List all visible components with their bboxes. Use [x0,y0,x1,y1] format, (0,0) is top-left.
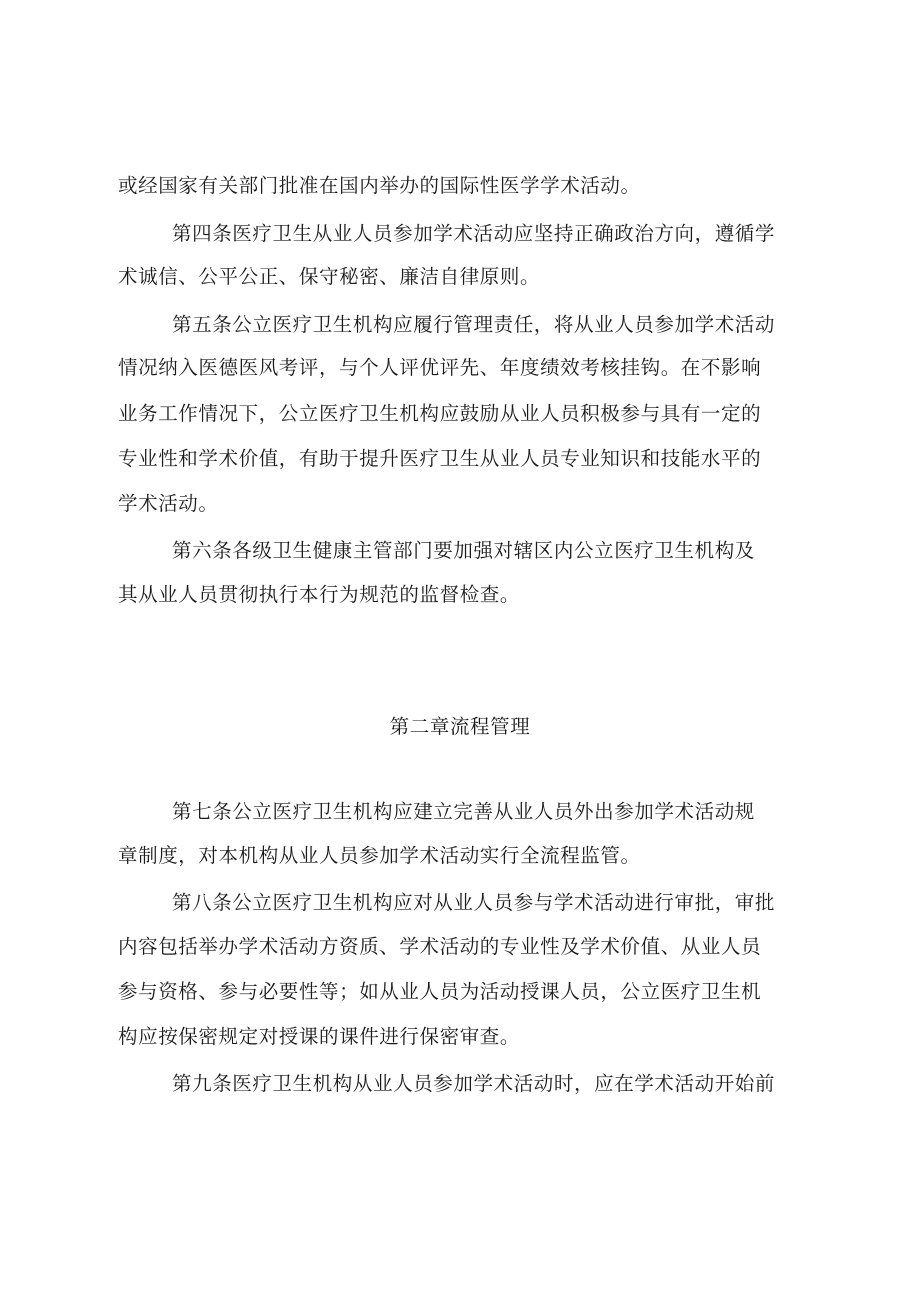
paragraph-line: 第七条公立医疗卫生机构应建立完善从业人员外出参加学术活动规 [172,800,755,823]
paragraph-line: 参与资格、参与必要性等；如从业人员为活动授课人员，公立医疗卫生机 [118,980,762,1003]
paragraph-line: 情况纳入医德医风考评，与个人评优评先、年度绩效考核挂钩。在不影响 [118,356,762,379]
paragraph-line: 其从业人员贯彻执行本行为规范的监督检查。 [118,583,521,606]
paragraph-line: 第四条医疗卫生从业人员参加学术活动应坚持正确政治方向，遵循学 [172,222,776,245]
paragraph-line: 第五条公立医疗卫生机构应履行管理责任，将从业人员参加学术活动 [172,313,776,336]
paragraph-line: 业务工作情况下，公立医疗卫生机构应鼓励从业人员积极参与具有一定的 [118,402,762,425]
paragraph-line: 专业性和学术价值，有助于提升医疗卫生从业人员专业知识和技能水平的 [118,447,762,470]
paragraph-line: 或经国家有关部门批准在国内举办的国际性医学学术活动。 [118,174,641,197]
paragraph-line: 章制度，对本机构从业人员参加学术活动实行全流程监管。 [118,844,641,867]
paragraph-line: 构应按保密规定对授课的课件进行保密审查。 [118,1025,521,1048]
paragraph-line: 第九条医疗卫生机构从业人员参加学术活动时，应在学术活动开始前 [172,1072,776,1095]
paragraph-line: 内容包括举办学术活动方资质、学术活动的专业性及学术价值、从业人员 [118,935,762,958]
paragraph-line: 第八条公立医疗卫生机构应对从业人员参与学术活动进行审批，审批 [172,891,776,914]
chapter-heading: 第二章流程管理 [389,715,531,738]
paragraph-line: 学术活动。 [118,492,219,515]
paragraph-line: 术诚信、公平公正、保守秘密、廉洁自律原则。 [118,265,541,288]
paragraph-line: 第六条各级卫生健康主管部门要加强对辖区内公立医疗卫生机构及 [172,539,755,562]
